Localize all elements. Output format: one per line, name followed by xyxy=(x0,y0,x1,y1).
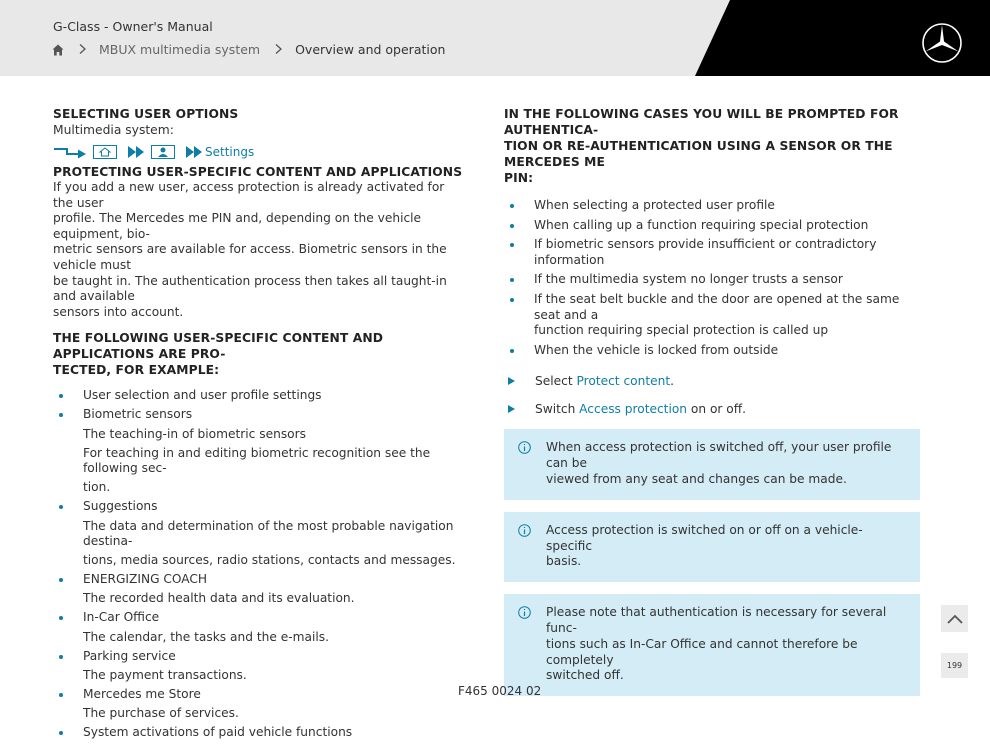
list-item-label: System activations of paid vehicle functions xyxy=(83,725,353,740)
note-line: switched off. xyxy=(546,668,624,683)
bullet-icon xyxy=(510,278,514,282)
list-item-label: Suggestions xyxy=(83,499,158,514)
breadcrumb-item-overview: Overview and operation xyxy=(295,42,446,57)
list-item-label: Mercedes me Store xyxy=(83,686,201,701)
note-line: viewed from any seat and changes can be made. xyxy=(546,471,847,486)
info-icon xyxy=(518,441,531,454)
list-item xyxy=(504,292,920,339)
breadcrumb-item-mbux[interactable]: MBUX multimedia system xyxy=(99,42,261,57)
paragraph-line: metric sensors are available for access. Biometric sensors in the vehicle must xyxy=(53,242,447,272)
paragraph-line: sensors into account. xyxy=(53,304,184,319)
list-item xyxy=(53,499,468,568)
list-item-label: User selection and user profile settings xyxy=(83,388,322,403)
heading-line: TECTED, FOR EXAMPLE: xyxy=(53,363,220,378)
document-code: F465 0024 02 xyxy=(458,684,542,698)
list-item xyxy=(53,725,468,741)
step-text: Select xyxy=(535,374,577,389)
list-item-line: If the seat belt buckle and the door are opened at the same seat and a xyxy=(534,291,900,322)
fast-forward-icon xyxy=(127,145,145,159)
list-item-detail: The teaching-in of biometric sensors xyxy=(83,426,306,441)
protecting-paragraph xyxy=(53,180,468,320)
bullet-icon xyxy=(510,349,514,353)
bullet-icon xyxy=(59,505,63,509)
bullet-icon xyxy=(59,616,63,620)
bullet-icon xyxy=(59,394,63,398)
bullet-icon xyxy=(59,578,63,582)
list-item xyxy=(53,610,468,645)
chevron-up-icon xyxy=(947,614,963,624)
header-black-band xyxy=(0,0,990,76)
access-protection-link[interactable]: Access protection xyxy=(579,402,688,417)
list-item xyxy=(504,237,920,268)
info-icon xyxy=(518,524,531,537)
list-item xyxy=(504,218,920,234)
info-note xyxy=(504,594,920,696)
menu-path xyxy=(53,142,468,162)
list-item-detail: The data and determination of the most probable navigation destina- xyxy=(83,518,454,549)
manual-title: G-Class - Owner's Manual xyxy=(53,19,213,34)
list-item-label: In-Car Office xyxy=(83,610,160,625)
bullet-icon xyxy=(510,298,514,302)
note-line: When access protection is switched off, your user profile can be xyxy=(546,440,892,471)
page-number: 199 xyxy=(941,653,968,678)
heading-line: PIN: xyxy=(504,171,534,185)
note-line: Please note that authentication is necessary for several func- xyxy=(546,605,887,635)
protected-items-list xyxy=(53,388,468,740)
heading-protecting-content: PROTECTING USER-SPECIFIC CONTENT AND APPLICATIONS xyxy=(53,165,463,179)
user-profile-icon xyxy=(151,145,175,159)
fast-forward-icon xyxy=(185,145,203,159)
bullet-icon xyxy=(59,731,63,735)
info-note xyxy=(504,429,920,499)
list-item-detail: The purchase of services. xyxy=(83,705,239,720)
heading-selecting-user-options: SELECTING USER OPTIONS xyxy=(53,107,239,121)
paragraph-line: be taught in. The authentication process then takes all taught-in and available xyxy=(53,273,447,304)
paragraph-line: If you add a new user, access protection is already activated for the user xyxy=(53,180,445,210)
breadcrumb xyxy=(52,42,445,57)
paragraph-line: profile. The Mercedes me PIN and, depending on the vehicle equipment, bio- xyxy=(53,211,422,241)
home-screen-icon xyxy=(93,145,117,159)
info-note xyxy=(504,512,920,582)
step-select-protect-content xyxy=(504,373,920,389)
list-item xyxy=(53,687,468,722)
bullet-icon xyxy=(510,243,514,247)
heading-following-content xyxy=(53,330,468,378)
bullet-icon xyxy=(59,693,63,697)
info-icon xyxy=(518,606,531,619)
step-arrow-icon xyxy=(508,377,515,385)
heading-line: IN THE FOLLOWING CASES YOU WILL BE PROMPTED FOR AUTHENTICA- xyxy=(504,107,899,137)
step-text: . xyxy=(670,374,674,389)
list-item-label: Biometric sensors xyxy=(83,407,193,422)
list-item-line: function requiring special protection is called up xyxy=(534,323,829,338)
list-item-detail: tion. xyxy=(83,480,111,495)
path-settings-label[interactable]: Settings xyxy=(205,145,255,159)
list-item-detail: The recorded health data and its evaluation. xyxy=(83,591,355,606)
list-item xyxy=(504,198,920,214)
step-switch-access-protection xyxy=(504,401,920,417)
list-item-label: ENERGIZING COACH xyxy=(83,572,208,587)
page-header xyxy=(0,0,990,76)
note-line: Access protection is switched on or off on a vehicle-specific xyxy=(546,522,863,553)
bullet-icon xyxy=(59,413,63,417)
bullet-icon xyxy=(59,655,63,659)
heading-line: TION OR RE-AUTHENTICATION USING A SENSOR OR THE MERCEDES ME xyxy=(504,139,893,169)
list-item xyxy=(504,343,920,359)
heading-authentication-cases xyxy=(504,106,920,186)
instruction-steps xyxy=(504,373,920,417)
step-text: Switch xyxy=(535,402,580,417)
multimedia-system-label: Multimedia system: xyxy=(53,123,174,137)
scroll-up-button[interactable] xyxy=(941,605,968,632)
list-item-label: Parking service xyxy=(83,648,176,663)
home-icon[interactable] xyxy=(52,44,64,56)
list-item-line: When selecting a protected user profile xyxy=(534,198,775,212)
chevron-right-icon xyxy=(79,43,86,57)
authentication-cases-list xyxy=(504,198,920,358)
mercedes-star-logo xyxy=(921,22,963,64)
note-line: basis. xyxy=(546,554,582,569)
bullet-icon xyxy=(510,204,514,208)
list-item xyxy=(53,649,468,684)
notes-container xyxy=(504,429,920,696)
left-column xyxy=(53,106,468,744)
step-arrow-icon xyxy=(508,405,515,413)
list-item xyxy=(53,407,468,495)
list-item xyxy=(504,272,920,288)
list-item xyxy=(53,572,468,607)
list-item-line: When calling up a function requiring special protection xyxy=(534,217,869,232)
heading-line: THE FOLLOWING USER-SPECIFIC CONTENT AND APPLICATIONS ARE PRO- xyxy=(53,331,384,362)
list-item xyxy=(53,388,468,404)
list-item-line: When the vehicle is locked from outside xyxy=(534,342,779,357)
bullet-icon xyxy=(510,224,514,228)
note-line: tions such as In-Car Office and cannot therefore be completely xyxy=(546,636,858,667)
step-text: on or off. xyxy=(687,402,747,417)
list-item-detail: tions, media sources, radio stations, contacts and messages. xyxy=(83,553,456,568)
list-item-line: If the multimedia system no longer trusts a sensor xyxy=(534,272,843,287)
right-column xyxy=(504,106,920,708)
list-item-detail: The calendar, the tasks and the e-mails. xyxy=(83,629,329,644)
list-item-detail: For teaching in and editing biometric recognition see the following sec- xyxy=(83,445,431,476)
chevron-right-icon xyxy=(275,43,282,57)
path-start-arrow-icon xyxy=(53,145,87,159)
protect-content-link[interactable]: Protect content xyxy=(576,374,671,389)
list-item-detail: The payment transactions. xyxy=(83,667,247,682)
list-item-line: If biometric sensors provide insufficient or contradictory information xyxy=(534,237,877,267)
